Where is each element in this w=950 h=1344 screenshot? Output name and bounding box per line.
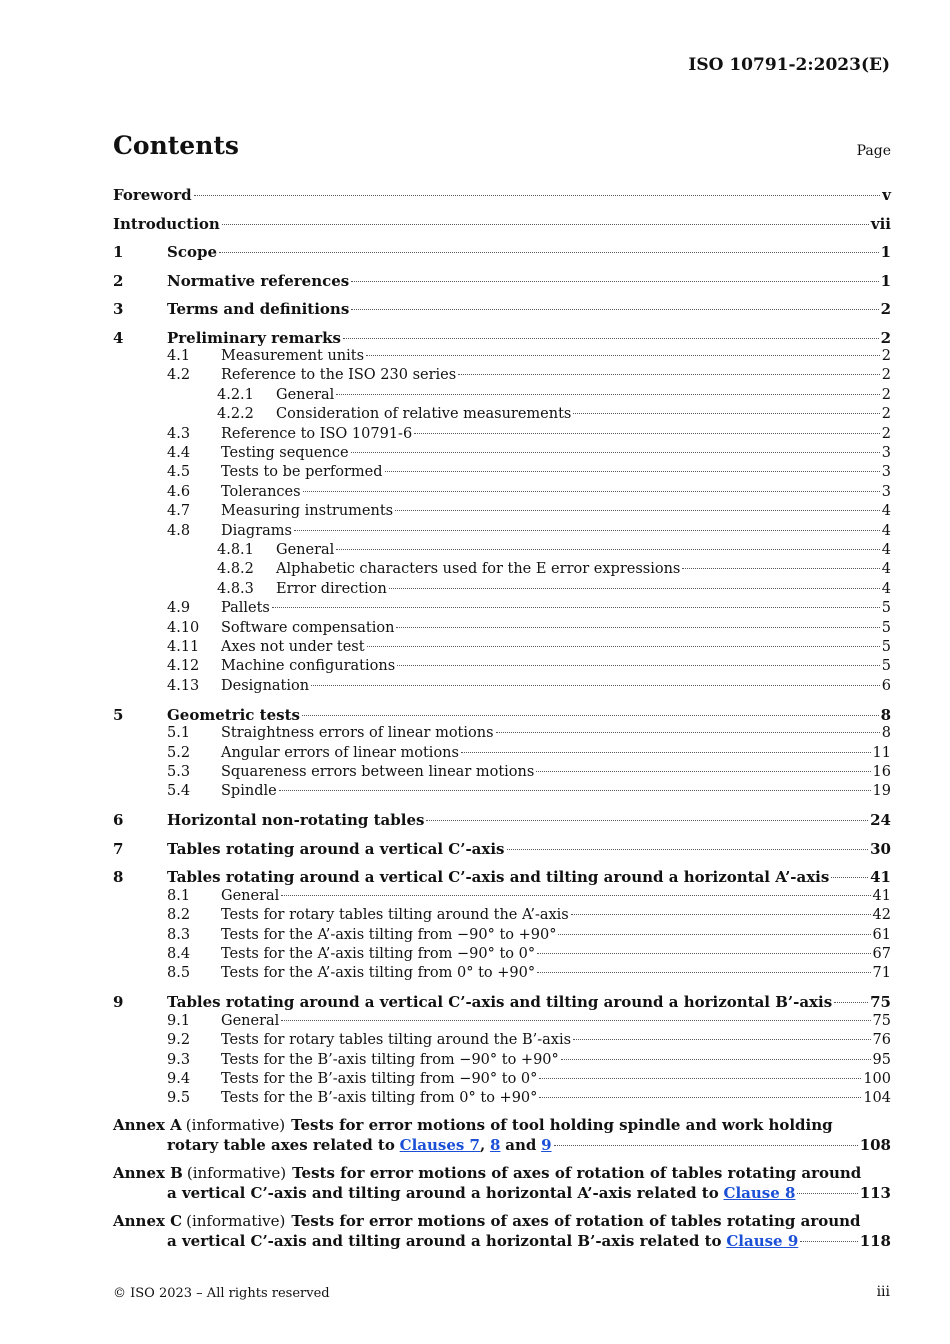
toc-entry-page: 5 [881,600,891,617]
toc-entry-number: 4.1 [167,347,191,364]
toc-entry-number: 4.2.2 [217,406,254,423]
toc-entry[interactable] [113,464,891,480]
leader-dots [279,790,871,791]
clause-8-link[interactable]: 8 [490,1136,501,1154]
toc-entry-page: 2 [881,386,891,403]
toc-entry-number: 4.3 [167,425,191,442]
clause-9-link[interactable]: 9 [541,1136,552,1154]
toc-entry[interactable] [113,706,891,724]
toc-entry-title: Tests for rotary tables tilting around the B’-axis [221,1032,572,1049]
toc-entry[interactable] [113,840,891,858]
toc-entry-page: 3 [881,464,891,481]
toc-entry-number: 5.3 [167,763,191,780]
toc-entry[interactable] [113,329,891,347]
toc-entry-page: 24 [870,811,891,830]
leader-dots [336,394,879,395]
toc-entry[interactable] [113,215,891,233]
leader-dots [367,646,880,647]
leader-dots [294,530,880,531]
toc-entry-page: 61 [872,926,891,943]
toc-entry-page: 75 [870,993,891,1012]
toc-entry-title: Tests for the A’-axis tilting from −90° to 0° [221,945,536,962]
toc-entry[interactable] [113,523,891,539]
toc-entry-page: 76 [872,1032,891,1049]
leader-dots [682,568,879,569]
toc-entry-title: Introduction [113,214,220,233]
toc-entry[interactable] [113,503,891,519]
toc-entry-page: 6 [881,677,891,694]
toc-entry-number: 4.2 [167,367,191,384]
toc-entry-title: Tests for the B’-axis tilting from 0° to +90° [221,1090,538,1107]
toc-entry[interactable] [113,1032,891,1048]
leader-dots [302,715,879,716]
annex-page: 108 [859,1136,891,1154]
toc-entry-page: 71 [872,965,891,982]
toc-entry-page: 30 [870,839,891,858]
toc-entry-title: Machine configurations [221,658,396,675]
leader-dots [458,374,880,375]
toc-entry-title: Foreword [113,186,192,204]
toc-entry[interactable] [113,272,891,290]
toc-entry[interactable] [113,946,891,962]
toc-entry[interactable] [113,658,891,674]
leader-dots [395,510,880,511]
toc-entry-number: 5.4 [167,783,191,800]
leader-dots [311,685,880,686]
toc-entry[interactable] [113,907,891,923]
toc-entry-page: 5 [881,619,891,636]
annex-title-line2: a vertical C’-axis and tilting around a horizontal A’-axis related to [167,1184,719,1202]
toc-entry-title: Squareness errors between linear motions [221,763,535,780]
toc-entry-title: Testing sequence [221,444,349,461]
leader-dots [834,1002,868,1003]
toc-entry-number: 4.7 [167,503,191,520]
toc-entry-number: 9.3 [167,1051,191,1068]
toc-entry-number: 8.5 [167,965,191,982]
toc-entry-page: 4 [881,503,891,520]
toc-entry[interactable] [113,764,891,780]
annex-label: Annex C [113,1212,183,1230]
toc-entry[interactable] [113,1013,891,1029]
toc-entry-number: 8.1 [167,887,191,904]
toc-entry-page: 2 [881,425,891,442]
toc-entry-number: 8.3 [167,926,191,943]
toc-entry-page: vii [870,214,891,233]
toc-entry-number: 4.12 [167,658,200,675]
leader-dots [385,471,880,472]
clause-7-link[interactable]: Clauses 7 [399,1136,480,1154]
toc-entry-number: 8 [113,868,124,887]
toc-entry-number: 9 [113,993,124,1012]
clause-8-link[interactable]: Clause 8 [723,1184,796,1202]
toc-entry-title: Reference to the ISO 230 series [221,367,457,384]
toc-entry-number: 4.8.2 [217,561,254,578]
toc-entry-title: Normative references [167,271,350,290]
toc-entry-title: General [221,1012,280,1029]
toc-entry[interactable] [113,387,891,403]
toc-entry-title: Reference to ISO 10791-6 [221,425,413,442]
toc-entry-title: Tests for the A’-axis tilting from 0° to +90° [221,965,536,982]
toc-entry-title: Consideration of relative measurements [276,406,572,423]
toc-entry[interactable] [113,965,891,981]
toc-entry-number: 8.4 [167,945,191,962]
toc-entry-title: Horizontal non-rotating tables [167,811,425,830]
toc-entry-title: Measurement units [221,347,365,364]
clause-9-link[interactable]: Clause 9 [726,1232,799,1250]
toc-entry-title: Tables rotating around a vertical C’-axis and tilting around a horizontal B’-axis [167,993,833,1012]
leader-dots [389,588,880,589]
toc-entry-title: Error direction [276,580,387,597]
toc-entry-page: 4 [881,580,891,597]
toc-entry[interactable] [113,1052,891,1068]
toc-entry-page: v [882,186,891,204]
toc-entry-number: 5 [113,705,124,724]
toc-entry-number: 6 [113,811,124,830]
toc-entry-title: Tests to be performed [221,464,383,481]
leader-dots [351,452,880,453]
toc-entry-number: 8.2 [167,907,191,924]
leader-dots [537,972,870,973]
toc-entry-page: 8 [880,705,891,724]
leader-dots [800,1241,857,1242]
toc-entry-number: 9.2 [167,1032,191,1049]
leader-dots [573,1039,870,1040]
toc-entry-number: 4.2.1 [217,386,254,403]
copyright-notice: © ISO 2023 – All rights reserved [113,1286,330,1301]
toc-entry-page: 4 [881,541,891,558]
toc-entry-page: 41 [872,887,891,904]
toc-entry-number: 4.5 [167,464,191,481]
toc-entry-title: Software compensation [221,619,395,636]
toc-entry-number: 9.1 [167,1012,191,1029]
toc-entry[interactable] [113,243,891,261]
toc-entry-page: 95 [872,1051,891,1068]
leader-dots [281,895,870,896]
toc-entry-title: Tests for the B’-axis tilting from −90° to 0° [221,1070,538,1087]
toc-entry-page: 4 [881,561,891,578]
leader-dots [461,752,871,753]
toc-entry-number: 4.4 [167,444,191,461]
toc-entry-title: Geometric tests [167,705,300,724]
toc-entry-title: Axes not under test [221,638,365,655]
toc-entry-page: 1 [880,271,891,290]
leader-dots [539,1078,861,1079]
toc-entry[interactable] [113,678,891,694]
toc-entry-title: Tables rotating around a vertical C’-axis and tilting around a horizontal A’-axis [167,868,830,887]
toc-entry[interactable] [113,745,891,761]
toc-entry-page: 2 [881,367,891,384]
leader-dots [536,771,870,772]
leader-dots [272,607,880,608]
toc-entry-number: 4.8.1 [217,541,254,558]
contents-heading: Contents [113,131,240,160]
toc-entry-page: 11 [872,744,891,761]
leader-dots [194,195,881,196]
toc-entry[interactable] [113,581,891,597]
toc-entry-page: 19 [872,783,891,800]
toc-entry-title: Diagrams [221,522,292,539]
toc-entry[interactable] [113,600,891,616]
toc-entry-page: 1 [880,243,891,261]
toc-entry-page: 41 [870,868,891,887]
toc-entry-number: 4.9 [167,600,191,617]
toc-entry[interactable] [113,927,891,943]
toc-entry-number: 1 [113,243,124,261]
toc-entry-title: Scope [167,243,218,261]
toc-entry-title: Tables rotating around a vertical C’-axis [167,839,505,858]
toc-entry-title: Alphabetic characters used for the E error expressions [276,561,681,578]
leader-dots [797,1193,857,1194]
toc-entry-page: 5 [881,638,891,655]
page-column-label: Page [856,143,891,159]
leader-dots [343,338,879,339]
leader-dots [561,1059,871,1060]
leader-dots [558,934,870,935]
toc-entry-number: 9.4 [167,1070,191,1087]
toc-entry-page: 2 [880,328,891,347]
toc-entry-title: Terms and definitions [167,300,350,318]
toc-entry-number: 3 [113,300,124,318]
toc-entry-title: Angular errors of linear motions [221,744,459,761]
annex-page: 118 [859,1232,891,1250]
leader-dots [571,914,871,915]
toc-entry-page: 2 [881,347,891,364]
annex-page: 113 [859,1184,891,1202]
toc-entry-page: 3 [881,444,891,461]
separator-and: and [505,1136,537,1154]
toc-entry-number: 4.8.3 [217,580,254,597]
toc-entry[interactable] [113,367,891,383]
toc-entry[interactable] [113,811,891,829]
toc-entry[interactable] [113,445,891,461]
toc-entry[interactable] [113,542,891,558]
toc-entry-title: Tests for the B’-axis tilting from −90° to +90° [221,1051,559,1068]
toc-entry-page: 4 [881,522,891,539]
toc-entry[interactable] [113,639,891,655]
annex-title-line1: Tests for error motions of tool holding spindle and work holding [291,1116,833,1134]
annex-informative: (informative) [186,1212,286,1230]
annex-informative: (informative) [185,1116,286,1134]
toc-entry-title: Straightness errors of linear motions [221,725,494,742]
toc-entry-page: 104 [863,1090,891,1107]
toc-entry-page: 42 [872,907,891,924]
toc-entry-number: 4.6 [167,483,191,500]
toc-entry-number: 7 [113,839,124,858]
leader-dots [507,849,869,850]
toc-entry[interactable] [113,725,891,741]
toc-entry-page: 8 [881,725,891,742]
leader-dots [537,953,870,954]
toc-entry-number: 4.11 [167,638,200,655]
toc-entry-page: 67 [872,945,891,962]
toc-entry-page: 75 [872,1012,891,1029]
leader-dots [396,627,879,628]
toc-entry-number: 5.1 [167,725,191,742]
toc-entry-title: Designation [221,677,310,694]
leader-dots [351,281,878,282]
annex-title-line1: Tests for error motions of axes of rotation of tables rotating around [291,1212,861,1230]
toc-entry[interactable] [113,348,891,364]
leader-dots [303,491,880,492]
toc-entry[interactable] [113,561,891,577]
toc-entry-number: 4.10 [167,619,200,636]
annex-title-line2: rotary table axes related to [167,1136,395,1154]
document-id: ISO 10791-2:2023(E) [688,55,890,75]
toc-entry-title: Tests for rotary tables tilting around the A’-axis [221,907,569,924]
toc-entry-page: 100 [863,1070,891,1087]
toc-entry-number: 4.13 [167,677,200,694]
toc-entry[interactable] [113,1090,891,1106]
toc-entry-page: 2 [881,406,891,423]
toc-entry[interactable] [113,426,891,442]
page-number: iii [876,1284,890,1300]
toc-entry-title: General [276,541,335,558]
toc-entry-page: 16 [872,763,891,780]
toc-entry[interactable] [113,620,891,636]
toc-entry-page: 2 [880,300,891,318]
toc-entry[interactable] [113,406,891,422]
leader-dots [281,1020,870,1021]
toc-entry-title: Preliminary remarks [167,328,341,347]
toc-entry[interactable] [113,783,891,799]
leader-dots [219,252,879,253]
toc-entry-page: 5 [881,658,891,675]
toc-entry[interactable] [113,888,891,904]
toc-entry-page: 3 [881,483,891,500]
leader-dots [222,224,869,225]
toc-entry-title: Tests for the A’-axis tilting from −90° to +90° [221,926,557,943]
toc-entry[interactable] [113,300,891,318]
toc-entry[interactable] [113,1071,891,1087]
leader-dots [397,665,880,666]
annex-title-line1: Tests for error motions of axes of rotation of tables rotating around [292,1164,862,1182]
toc-entry-title: Pallets [221,600,270,617]
annex-title-line2: a vertical C’-axis and tilting around a horizontal B’-axis related to [167,1232,722,1250]
toc-entry-title: Measuring instruments [221,503,394,520]
leader-dots [336,549,879,550]
annex-label: Annex A [113,1116,182,1134]
leader-dots [366,355,880,356]
annex-label: Annex B [113,1164,183,1182]
leader-dots [539,1097,861,1098]
toc-entry-title: General [276,386,335,403]
leader-dots [554,1145,858,1146]
toc-entry[interactable] [113,868,891,886]
toc-entry[interactable] [113,484,891,500]
leader-dots [573,413,879,414]
leader-dots [351,309,878,310]
toc-entry-title: General [221,887,280,904]
toc-entry-title: Spindle [221,783,277,800]
leader-dots [496,732,880,733]
annex-informative: (informative) [186,1164,287,1182]
toc-entry-number: 4 [113,328,124,347]
leader-dots [426,820,868,821]
toc-entry-number: 9.5 [167,1090,191,1107]
toc-entry[interactable] [113,993,891,1011]
separator: , [480,1136,486,1154]
toc-entry[interactable] [113,186,891,204]
leader-dots [414,433,880,434]
leader-dots [831,877,868,878]
toc-entry-title: Tolerances [221,483,301,500]
toc-entry-number: 4.8 [167,522,191,539]
toc-entry-number: 2 [113,271,124,290]
toc-entry-number: 5.2 [167,744,191,761]
